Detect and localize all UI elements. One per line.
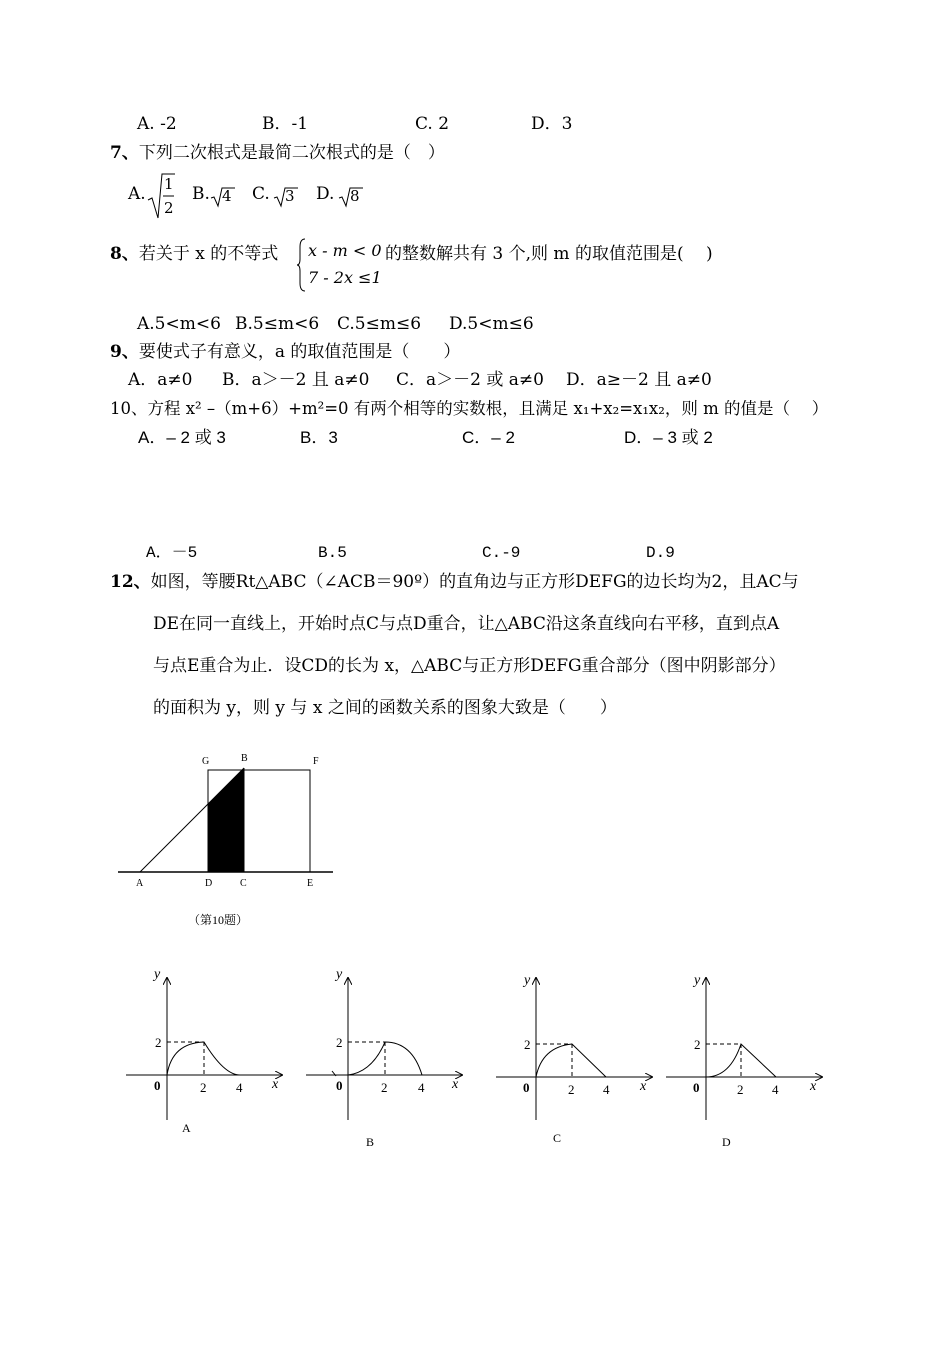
graph-b-label: B xyxy=(366,1135,375,1149)
q10-option-a: A．– 2 或 3 xyxy=(138,428,226,447)
y-axis-label: y xyxy=(336,967,343,982)
q8-option-d: D.5<m≤6 xyxy=(449,314,534,334)
x-tick-2: 2 xyxy=(568,1082,575,1097)
x-tick-4: 4 xyxy=(418,1080,425,1095)
q7-radicand-8: 8 xyxy=(350,187,360,205)
q7-label-c: C. xyxy=(252,184,270,204)
q7-radicand-4: 4 xyxy=(222,187,232,205)
x-tick-4: 4 xyxy=(236,1080,243,1095)
origin-label: 0 xyxy=(523,1080,530,1095)
q7-question xyxy=(110,143,445,163)
q9-option-a: A．a≠0 xyxy=(128,370,193,390)
q6-option-b: B．-1 xyxy=(262,114,309,134)
q12-line-3: 与点E重合为止．设CD的长为 x，△ABC与正方形DEFG重合部分（图中阴影部分） xyxy=(153,656,786,676)
point-d-label: D xyxy=(205,878,213,889)
origin-label: 0 xyxy=(693,1080,700,1095)
q8-option-a: A.5<m<6 xyxy=(137,314,221,334)
y-tick-2: 2 xyxy=(155,1035,162,1050)
q7-half-denominator: 2 xyxy=(164,199,174,217)
q8-inequality-1: x - m < 0 xyxy=(308,241,382,260)
x-tick-2: 2 xyxy=(200,1080,207,1095)
x-axis-label: x xyxy=(810,1079,817,1094)
q7-label-b: B. xyxy=(192,184,210,204)
q9-question xyxy=(110,342,460,362)
point-g-label: G xyxy=(202,756,210,767)
y-axis-label: y xyxy=(694,973,701,988)
graph-c-label: C xyxy=(553,1131,562,1145)
x-tick-2: 2 xyxy=(381,1080,388,1095)
origin-label: 0 xyxy=(154,1078,161,1093)
q6-option-a: A. -2 xyxy=(137,114,177,134)
q7-number: 7、 xyxy=(110,143,139,163)
q8-inequality-2: 7 - 2x ≤1 xyxy=(308,268,382,287)
q8-system-brace xyxy=(297,237,307,293)
shaded-overlap xyxy=(208,768,244,872)
graph-a xyxy=(120,960,300,1150)
graph-d-label: D xyxy=(722,1135,731,1149)
q12-line-4: 的面积为 y，则 y 与 x 之间的函数关系的图象大致是（ ） xyxy=(153,698,617,718)
x-tick-2: 2 xyxy=(737,1082,744,1097)
q8-question-start xyxy=(110,244,278,264)
q9-option-d: D．a≥－2 且 a≠0 xyxy=(566,370,712,390)
graph-c xyxy=(490,960,670,1150)
q7-text: 下列二次根式是最简二次根式的是（ ） xyxy=(138,143,445,163)
point-b-label: B xyxy=(241,753,248,764)
q9-number: 9、 xyxy=(110,342,139,362)
q11-option-d: D.9 xyxy=(646,544,675,562)
y-axis-label: y xyxy=(524,973,531,988)
x-axis-label: x xyxy=(640,1079,647,1094)
graph-curve xyxy=(536,1044,606,1077)
q11-option-b: B.5 xyxy=(318,544,347,562)
point-e-label: E xyxy=(307,878,314,889)
q12-line-2: DE在同一直线上，开始时点C与点D重合，让△ABC沿这条直线向右平移，直到点A xyxy=(153,614,780,634)
q9-option-c: C．a＞－2 或 a≠0 xyxy=(396,370,544,390)
y-tick-2: 2 xyxy=(694,1037,701,1052)
q12-line-1 xyxy=(110,572,799,592)
q6-option-d: D．3 xyxy=(531,114,573,134)
y-tick-2: 2 xyxy=(524,1037,531,1052)
graph-a-label: A xyxy=(182,1121,191,1135)
q9-text: 要使式子有意义，a 的取值范围是（ ） xyxy=(138,342,461,362)
y-tick-2: 2 xyxy=(336,1035,343,1050)
point-a-label: A xyxy=(136,878,144,889)
q7-half-numerator: 1 xyxy=(164,175,174,193)
q7-radicand-3: 3 xyxy=(285,187,295,205)
graph-b xyxy=(300,960,480,1150)
q8-text-after: 的整数解共有 3 个,则 m 的取值范围是( ) xyxy=(385,244,713,264)
y-axis-label: y xyxy=(154,967,161,982)
q9-option-b: B．a＞－2 且 a≠0 xyxy=(222,370,370,390)
q7-label-d: D. xyxy=(316,184,335,204)
q12-number: 12、 xyxy=(110,572,151,592)
q10-option-b: B．3 xyxy=(300,428,338,447)
origin-label: 0 xyxy=(336,1078,343,1093)
x-tick-4: 4 xyxy=(772,1082,779,1097)
point-f-label: F xyxy=(313,756,319,767)
figure-caption: （第10题） xyxy=(188,913,249,927)
q8-text-before: 若关于 x 的不等式 xyxy=(138,244,279,264)
q12-figure xyxy=(110,750,350,935)
x-tick-4: 4 xyxy=(603,1082,610,1097)
graph-d xyxy=(660,960,840,1150)
q10-option-d: D．– 3 或 2 xyxy=(624,428,713,447)
point-c-label: C xyxy=(240,878,247,889)
q8-option-c: C.5≤m≤6 xyxy=(337,314,422,334)
q8-number: 8、 xyxy=(110,244,139,264)
q7-label-a: A. xyxy=(128,184,146,204)
q6-option-c: C. 2 xyxy=(415,114,450,134)
x-axis-label: x xyxy=(272,1077,279,1092)
q11-option-a: A．－5 xyxy=(146,544,198,562)
x-axis-label: x xyxy=(452,1077,459,1092)
q11-option-c: C.-9 xyxy=(482,544,521,562)
q10-question: 10、方程 x² –（m+6）+m²=0 有两个相等的实数根，且满足 x₁+x₂=x₁x₂，则 m 的值是（ ） xyxy=(110,399,829,418)
q12-text-1: 如图，等腰Rt△ABC（∠ACB＝90º）的直角边与正方形DEFG的边长均为2，且AC与 xyxy=(150,572,799,592)
q10-option-c: C．– 2 xyxy=(462,428,515,447)
q8-option-b: B.5≤m<6 xyxy=(235,314,320,334)
